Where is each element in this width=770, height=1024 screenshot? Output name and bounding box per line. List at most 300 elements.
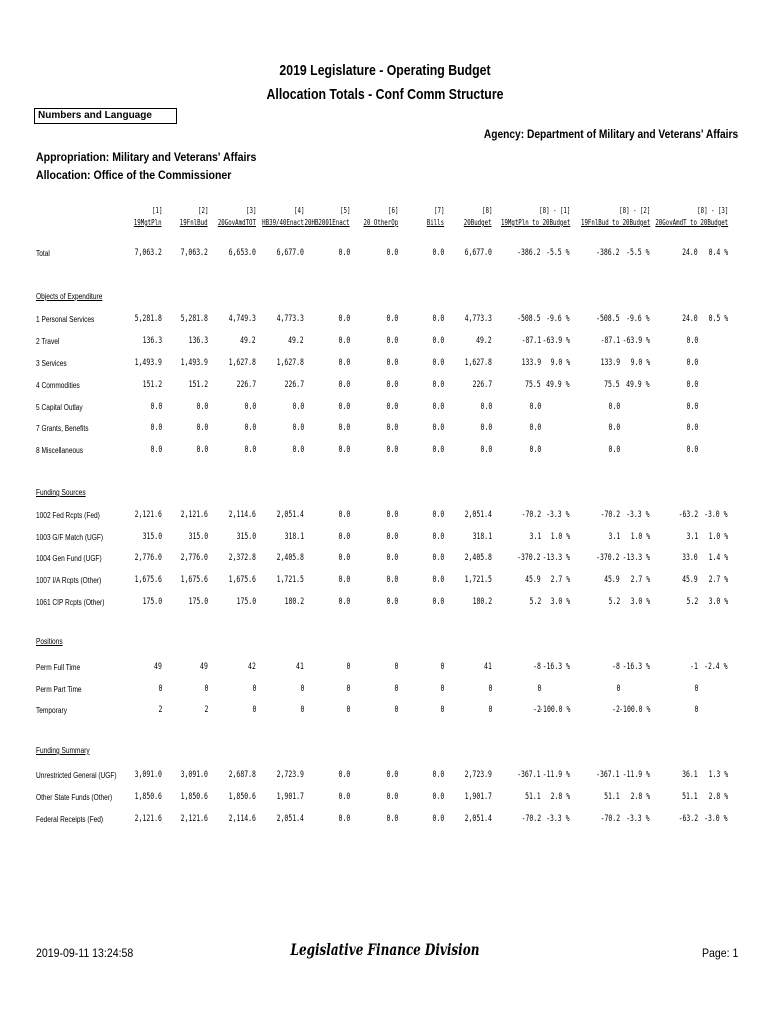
row-label: 1061 CIP Rcpts (Other) xyxy=(36,598,105,607)
row-diff-col-6: 3.0 % xyxy=(708,597,728,607)
row-value-col-4: 2,723.9 xyxy=(276,770,304,780)
row-value-col-3: 2,372.8 xyxy=(228,553,256,563)
row-diff-col-6: 1.3 % xyxy=(708,770,728,780)
row-value-col-3: 1,627.8 xyxy=(228,358,256,368)
row-diff-col-1: -70.2 xyxy=(521,510,541,520)
row-value-col-1: 0 xyxy=(158,684,162,694)
row-diff-col-2: -3.3 % xyxy=(546,814,570,824)
row-value-col-4: 226.7 xyxy=(284,380,304,390)
row-value-col-8: 2,051.4 xyxy=(464,510,492,520)
row-diff-col-3: 0.0 xyxy=(608,423,620,433)
row-label: Other State Funds (Other) xyxy=(36,793,113,802)
row-value-col-4: 49.2 xyxy=(288,336,304,346)
row-value-col-6: 0.0 xyxy=(386,553,398,563)
row-diff-col-5: -63.2 xyxy=(678,814,698,824)
row-value-col-1: 2,776.0 xyxy=(134,553,162,563)
row-diff-col-5: 0 xyxy=(694,684,698,694)
row-diff-col-2: -11.9 % xyxy=(542,770,570,780)
row-diff-col-2: -3.3 % xyxy=(546,510,570,520)
row-diff-col-3: -87.1 xyxy=(600,336,620,346)
row-value-col-2: 7,063.2 xyxy=(180,248,208,258)
row-value-col-4: 0 xyxy=(300,705,304,715)
row-diff-col-5: 0.0 xyxy=(686,423,698,433)
row-diff-col-5: 33.0 xyxy=(682,553,698,563)
column-number-11: [8] - [3] xyxy=(696,206,728,215)
column-number-3: [3] xyxy=(245,206,256,215)
row-diff-col-5: 0.0 xyxy=(686,358,698,368)
row-diff-col-6: 0.5 % xyxy=(708,314,728,324)
row-value-col-2: 136.3 xyxy=(188,336,208,346)
row-diff-col-3: 5.2 xyxy=(608,597,620,607)
row-value-col-8: 1,721.5 xyxy=(464,575,492,585)
column-name-5: 20HB2001Enact xyxy=(304,218,350,227)
row-diff-col-6: -2.4 % xyxy=(704,662,728,672)
row-value-col-7: 0 xyxy=(440,705,444,715)
row-diff-col-5: 0.0 xyxy=(686,402,698,412)
row-value-col-3: 1,675.6 xyxy=(228,575,256,585)
row-label: 3 Services xyxy=(36,359,67,368)
row-diff-col-2: 2.8 % xyxy=(550,792,570,802)
row-value-col-3: 42 xyxy=(248,662,256,672)
row-value-col-1: 2,121.6 xyxy=(134,510,162,520)
row-value-col-2: 3,091.0 xyxy=(180,770,208,780)
section-funding-summary: Funding Summary xyxy=(36,746,90,755)
column-number-6: [6] xyxy=(387,206,398,215)
row-value-col-5: 0 xyxy=(346,684,350,694)
row-diff-col-5: 3.1 xyxy=(686,532,698,542)
row-value-col-3: 175.0 xyxy=(236,597,256,607)
row-diff-col-5: 36.1 xyxy=(682,770,698,780)
row-value-col-5: 0.0 xyxy=(338,532,350,542)
report-title: 2019 Legislature - Operating Budget xyxy=(279,62,491,79)
row-value-col-6: 0 xyxy=(394,705,398,715)
row-diff-col-6: 1.0 % xyxy=(708,532,728,542)
row-value-col-2: 2,121.6 xyxy=(180,814,208,824)
row-diff-col-3: -508.5 xyxy=(596,314,620,324)
row-value-col-5: 0.0 xyxy=(338,510,350,520)
row-diff-col-4: -3.3 % xyxy=(626,814,650,824)
row-value-col-7: 0.0 xyxy=(432,770,444,780)
row-diff-col-4: -5.5 % xyxy=(626,248,650,258)
row-diff-col-5: 0.0 xyxy=(686,336,698,346)
column-number-4: [4] xyxy=(293,206,304,215)
row-value-col-1: 1,493.9 xyxy=(134,358,162,368)
row-label: 1 Personal Services xyxy=(36,315,95,324)
row-value-col-4: 41 xyxy=(296,662,304,672)
row-value-col-5: 0.0 xyxy=(338,402,350,412)
row-diff-col-1: 3.1 xyxy=(529,532,541,542)
row-value-col-8: 2,723.9 xyxy=(464,770,492,780)
report-subtitle: Allocation Totals - Conf Comm Structure xyxy=(266,86,504,103)
row-diff-col-2: -100.0 % xyxy=(538,705,570,715)
row-value-col-2: 1,493.9 xyxy=(180,358,208,368)
row-value-col-1: 1,675.6 xyxy=(134,575,162,585)
row-label: Unrestricted General (UGF) xyxy=(36,771,117,780)
column-name-9: 19MgtPln to 20Budget xyxy=(500,218,570,227)
row-diff-col-2: -16.3 % xyxy=(542,662,570,672)
row-diff-col-1: -386.2 xyxy=(517,248,541,258)
column-name-4: HB39/40Enact xyxy=(262,218,304,227)
row-value-col-3: 1,850.6 xyxy=(228,792,256,802)
row-label: 4 Commodities xyxy=(36,381,80,390)
row-value-col-6: 0 xyxy=(394,684,398,694)
column-name-8: 20Budget xyxy=(464,218,492,227)
row-diff-col-6: -3.0 % xyxy=(704,510,728,520)
row-value-col-1: 136.3 xyxy=(142,336,162,346)
row-value-col-6: 0.0 xyxy=(386,402,398,412)
row-value-col-1: 2 xyxy=(158,705,162,715)
row-value-col-1: 175.0 xyxy=(142,597,162,607)
section-positions: Positions xyxy=(36,637,63,646)
row-label: 8 Miscellaneous xyxy=(36,446,84,455)
row-value-col-8: 0 xyxy=(488,684,492,694)
row-value-col-5: 0.0 xyxy=(338,553,350,563)
row-diff-col-5: 0.0 xyxy=(686,380,698,390)
column-name-6: 20 OtherOp xyxy=(363,218,398,227)
row-diff-col-4: 2.7 % xyxy=(630,575,650,585)
row-value-col-1: 0.0 xyxy=(150,402,162,412)
column-name-1: 19MgtPln xyxy=(134,218,162,227)
row-value-col-4: 180.2 xyxy=(284,597,304,607)
row-diff-col-5: 0.0 xyxy=(686,445,698,455)
row-value-col-4: 1,721.5 xyxy=(276,575,304,585)
row-value-col-1: 0.0 xyxy=(150,445,162,455)
agency-label: Agency: Department of Military and Veterans' Affairs xyxy=(483,127,738,141)
row-value-col-8: 1,627.8 xyxy=(464,358,492,368)
row-diff-col-5: -1 xyxy=(690,662,698,672)
row-value-col-3: 2,114.6 xyxy=(228,814,256,824)
row-value-col-6: 0.0 xyxy=(386,380,398,390)
row-value-col-5: 0.0 xyxy=(338,445,350,455)
row-value-col-3: 0.0 xyxy=(244,402,256,412)
column-number-10: [8] - [2] xyxy=(618,206,650,215)
row-value-col-3: 4,749.3 xyxy=(228,314,256,324)
column-number-5: [5] xyxy=(339,206,350,215)
row-value-col-7: 0.0 xyxy=(432,445,444,455)
column-name-11: 20GovAmdT to 20Budget xyxy=(655,218,728,227)
row-value-col-7: 0.0 xyxy=(432,248,444,258)
row-diff-col-3: 45.9 xyxy=(604,575,620,585)
row-value-col-2: 2,121.6 xyxy=(180,510,208,520)
row-value-col-7: 0.0 xyxy=(432,792,444,802)
row-value-col-3: 226.7 xyxy=(236,380,256,390)
row-label: 7 Grants, Benefits xyxy=(36,424,89,433)
row-diff-col-5: 24.0 xyxy=(682,314,698,324)
row-value-col-3: 0 xyxy=(252,684,256,694)
section-objects: Objects of Expenditure xyxy=(36,292,103,301)
row-value-col-6: 0.0 xyxy=(386,336,398,346)
row-diff-col-4: 3.0 % xyxy=(630,597,650,607)
row-diff-col-2: -9.6 % xyxy=(546,314,570,324)
row-value-col-4: 1,627.8 xyxy=(276,358,304,368)
row-value-col-7: 0.0 xyxy=(432,575,444,585)
row-diff-col-4: -63.9 % xyxy=(622,336,650,346)
row-value-col-5: 0.0 xyxy=(338,814,350,824)
row-value-col-2: 0.0 xyxy=(196,402,208,412)
row-diff-col-2: -63.9 % xyxy=(542,336,570,346)
row-diff-col-5: -63.2 xyxy=(678,510,698,520)
row-value-col-3: 0.0 xyxy=(244,445,256,455)
row-value-col-7: 0 xyxy=(440,662,444,672)
row-diff-col-4: 49.9 % xyxy=(626,380,650,390)
row-value-col-6: 0.0 xyxy=(386,423,398,433)
row-label: Perm Part Time xyxy=(36,685,82,694)
row-value-col-4: 1,901.7 xyxy=(276,792,304,802)
row-value-col-5: 0 xyxy=(346,662,350,672)
row-value-col-5: 0.0 xyxy=(338,770,350,780)
row-diff-col-6: 0.4 % xyxy=(708,248,728,258)
row-label: 1007 I/A Rcpts (Other) xyxy=(36,576,102,585)
allocation-label: Allocation: Office of the Commissioner xyxy=(36,168,232,182)
row-value-col-7: 0 xyxy=(440,684,444,694)
row-diff-col-1: -2 xyxy=(533,705,541,715)
row-value-col-6: 0.0 xyxy=(386,510,398,520)
row-value-col-2: 2 xyxy=(204,705,208,715)
row-value-col-2: 151.2 xyxy=(188,380,208,390)
row-value-col-4: 2,051.4 xyxy=(276,510,304,520)
row-value-col-8: 0 xyxy=(488,705,492,715)
row-value-col-7: 0.0 xyxy=(432,380,444,390)
row-diff-col-1: 75.5 xyxy=(525,380,541,390)
row-value-col-4: 0 xyxy=(300,684,304,694)
row-value-col-3: 2,687.8 xyxy=(228,770,256,780)
row-value-col-1: 2,121.6 xyxy=(134,814,162,824)
row-value-col-8: 226.7 xyxy=(472,380,492,390)
row-value-col-7: 0.0 xyxy=(432,358,444,368)
row-value-col-8: 2,405.8 xyxy=(464,553,492,563)
column-name-7: Bills xyxy=(426,218,444,227)
row-value-col-8: 180.2 xyxy=(472,597,492,607)
row-value-col-8: 4,773.3 xyxy=(464,314,492,324)
row-diff-col-3: 133.9 xyxy=(600,358,620,368)
row-diff-col-3: -8 xyxy=(612,662,620,672)
row-value-col-1: 315.0 xyxy=(142,532,162,542)
row-value-col-6: 0.0 xyxy=(386,792,398,802)
column-number-1: [1] xyxy=(151,206,162,215)
row-value-col-5: 0.0 xyxy=(338,314,350,324)
row-value-col-8: 49.2 xyxy=(476,336,492,346)
row-value-col-2: 0 xyxy=(204,684,208,694)
row-value-col-3: 6,653.0 xyxy=(228,248,256,258)
row-value-col-8: 0.0 xyxy=(480,445,492,455)
row-diff-col-3: -386.2 xyxy=(596,248,620,258)
column-number-9: [8] - [1] xyxy=(538,206,570,215)
row-value-col-4: 0.0 xyxy=(292,423,304,433)
row-diff-col-5: 51.1 xyxy=(682,792,698,802)
row-diff-col-4: -16.3 % xyxy=(622,662,650,672)
row-value-col-6: 0.0 xyxy=(386,597,398,607)
row-value-col-3: 315.0 xyxy=(236,532,256,542)
row-value-col-4: 2,405.8 xyxy=(276,553,304,563)
row-diff-col-3: -70.2 xyxy=(600,814,620,824)
row-value-col-7: 0.0 xyxy=(432,510,444,520)
row-diff-col-6: 2.7 % xyxy=(708,575,728,585)
footer-division: Legislative Finance Division xyxy=(290,940,480,959)
row-value-col-6: 0.0 xyxy=(386,575,398,585)
row-diff-col-2: 49.9 % xyxy=(546,380,570,390)
column-number-8: [8] xyxy=(481,206,492,215)
row-value-col-2: 1,675.6 xyxy=(180,575,208,585)
row-diff-col-2: 2.7 % xyxy=(550,575,570,585)
row-diff-col-1: 5.2 xyxy=(529,597,541,607)
row-value-col-1: 1,850.6 xyxy=(134,792,162,802)
row-diff-col-1: 0.0 xyxy=(529,423,541,433)
row-value-col-7: 0.0 xyxy=(432,314,444,324)
row-diff-col-4: -9.6 % xyxy=(626,314,650,324)
row-value-col-5: 0.0 xyxy=(338,336,350,346)
row-value-col-2: 49 xyxy=(200,662,208,672)
row-value-col-4: 0.0 xyxy=(292,445,304,455)
row-diff-col-3: 0 xyxy=(616,684,620,694)
column-name-3: 20GovAmdTOT xyxy=(217,218,256,227)
row-value-col-4: 0.0 xyxy=(292,402,304,412)
row-value-col-3: 49.2 xyxy=(240,336,256,346)
row-value-col-2: 5,281.8 xyxy=(180,314,208,324)
row-diff-col-2: 3.0 % xyxy=(550,597,570,607)
row-diff-col-3: 0.0 xyxy=(608,402,620,412)
row-label: Temporary xyxy=(36,706,67,715)
row-value-col-4: 2,051.4 xyxy=(276,814,304,824)
row-value-col-6: 0.0 xyxy=(386,770,398,780)
row-value-col-1: 5,281.8 xyxy=(134,314,162,324)
row-diff-col-1: 133.9 xyxy=(521,358,541,368)
row-value-col-6: 0.0 xyxy=(386,532,398,542)
numbers-language-box: Numbers and Language xyxy=(34,108,177,124)
column-number-7: [7] xyxy=(433,206,444,215)
row-value-col-7: 0.0 xyxy=(432,532,444,542)
row-label: 1003 G/F Match (UGF) xyxy=(36,533,104,542)
row-value-col-3: 0 xyxy=(252,705,256,715)
row-diff-col-4: -13.3 % xyxy=(622,553,650,563)
row-diff-col-1: -87.1 xyxy=(521,336,541,346)
row-value-col-6: 0 xyxy=(394,662,398,672)
row-value-col-7: 0.0 xyxy=(432,814,444,824)
row-diff-col-3: -367.1 xyxy=(596,770,620,780)
row-value-col-5: 0.0 xyxy=(338,423,350,433)
section-funding-sources: Funding Sources xyxy=(36,488,86,497)
row-label: Federal Receipts (Fed) xyxy=(36,815,104,824)
row-value-col-5: 0 xyxy=(346,705,350,715)
row-diff-col-5: 5.2 xyxy=(686,597,698,607)
row-value-col-2: 0.0 xyxy=(196,445,208,455)
row-value-col-8: 41 xyxy=(484,662,492,672)
row-value-col-2: 0.0 xyxy=(196,423,208,433)
row-diff-col-6: -3.0 % xyxy=(704,814,728,824)
row-label: 1004 Gen Fund (UGF) xyxy=(36,554,102,563)
row-diff-col-2: -5.5 % xyxy=(546,248,570,258)
row-diff-col-4: 9.0 % xyxy=(630,358,650,368)
row-diff-col-3: 51.1 xyxy=(604,792,620,802)
row-diff-col-2: 9.0 % xyxy=(550,358,570,368)
row-value-col-1: 49 xyxy=(154,662,162,672)
row-diff-col-6: 2.8 % xyxy=(708,792,728,802)
row-value-col-2: 1,850.6 xyxy=(180,792,208,802)
row-diff-col-5: 0 xyxy=(694,705,698,715)
row-value-col-5: 0.0 xyxy=(338,575,350,585)
row-label: 2 Travel xyxy=(36,337,60,346)
row-value-col-1: 3,091.0 xyxy=(134,770,162,780)
row-diff-col-4: -3.3 % xyxy=(626,510,650,520)
row-diff-col-4: -100.0 % xyxy=(618,705,650,715)
row-value-col-5: 0.0 xyxy=(338,248,350,258)
row-value-col-5: 0.0 xyxy=(338,597,350,607)
row-diff-col-2: 1.0 % xyxy=(550,532,570,542)
row-diff-col-4: 1.0 % xyxy=(630,532,650,542)
row-value-col-7: 0.0 xyxy=(432,402,444,412)
row-value-col-2: 175.0 xyxy=(188,597,208,607)
row-value-col-6: 0.0 xyxy=(386,358,398,368)
row-diff-col-4: 2.8 % xyxy=(630,792,650,802)
row-value-col-8: 1,901.7 xyxy=(464,792,492,802)
row-value-col-7: 0.0 xyxy=(432,336,444,346)
row-value-col-8: 2,051.4 xyxy=(464,814,492,824)
row-value-col-2: 315.0 xyxy=(188,532,208,542)
row-diff-col-5: 45.9 xyxy=(682,575,698,585)
row-value-col-6: 0.0 xyxy=(386,248,398,258)
row-diff-col-3: -2 xyxy=(612,705,620,715)
column-name-10: 19FnlBud to 20Budget xyxy=(580,218,650,227)
row-value-col-7: 0.0 xyxy=(432,423,444,433)
row-value-col-6: 0.0 xyxy=(386,445,398,455)
row-diff-col-1: -8 xyxy=(533,662,541,672)
row-value-col-3: 0.0 xyxy=(244,423,256,433)
row-diff-col-1: 45.9 xyxy=(525,575,541,585)
row-value-col-4: 4,773.3 xyxy=(276,314,304,324)
row-value-col-7: 0.0 xyxy=(432,597,444,607)
row-value-col-1: 151.2 xyxy=(142,380,162,390)
row-diff-col-2: -13.3 % xyxy=(542,553,570,563)
row-diff-col-1: -70.2 xyxy=(521,814,541,824)
row-value-col-5: 0.0 xyxy=(338,380,350,390)
row-diff-col-3: 3.1 xyxy=(608,532,620,542)
row-value-col-4: 6,677.0 xyxy=(276,248,304,258)
row-diff-col-1: -508.5 xyxy=(517,314,541,324)
row-label: Total xyxy=(36,249,50,258)
row-diff-col-1: 0.0 xyxy=(529,402,541,412)
row-label: 1002 Fed Rcpts (Fed) xyxy=(36,511,100,520)
row-value-col-4: 318.1 xyxy=(284,532,304,542)
row-diff-col-1: -370.2 xyxy=(517,553,541,563)
column-name-2: 19FnlBud xyxy=(180,218,208,227)
row-value-col-3: 2,114.6 xyxy=(228,510,256,520)
row-value-col-7: 0.0 xyxy=(432,553,444,563)
row-diff-col-6: 1.4 % xyxy=(708,553,728,563)
row-label: 5 Capital Outlay xyxy=(36,403,83,412)
footer-page-number: Page: 1 xyxy=(701,946,738,960)
row-value-col-6: 0.0 xyxy=(386,314,398,324)
row-value-col-2: 2,776.0 xyxy=(180,553,208,563)
row-value-col-1: 0.0 xyxy=(150,423,162,433)
row-value-col-8: 318.1 xyxy=(472,532,492,542)
row-diff-col-3: -70.2 xyxy=(600,510,620,520)
row-diff-col-1: 51.1 xyxy=(525,792,541,802)
row-diff-col-1: 0 xyxy=(537,684,541,694)
row-diff-col-3: -370.2 xyxy=(596,553,620,563)
row-value-col-8: 0.0 xyxy=(480,402,492,412)
footer-timestamp: 2019-09-11 13:24:58 xyxy=(36,946,134,960)
row-diff-col-1: -367.1 xyxy=(517,770,541,780)
row-value-col-8: 6,677.0 xyxy=(464,248,492,258)
row-label: Perm Full Time xyxy=(36,663,81,672)
row-diff-col-5: 24.0 xyxy=(682,248,698,258)
row-diff-col-1: 0.0 xyxy=(529,445,541,455)
row-diff-col-3: 0.0 xyxy=(608,445,620,455)
appropriation-label: Appropriation: Military and Veterans' Affairs xyxy=(36,150,257,164)
row-value-col-6: 0.0 xyxy=(386,814,398,824)
row-diff-col-3: 75.5 xyxy=(604,380,620,390)
row-value-col-8: 0.0 xyxy=(480,423,492,433)
row-value-col-5: 0.0 xyxy=(338,792,350,802)
